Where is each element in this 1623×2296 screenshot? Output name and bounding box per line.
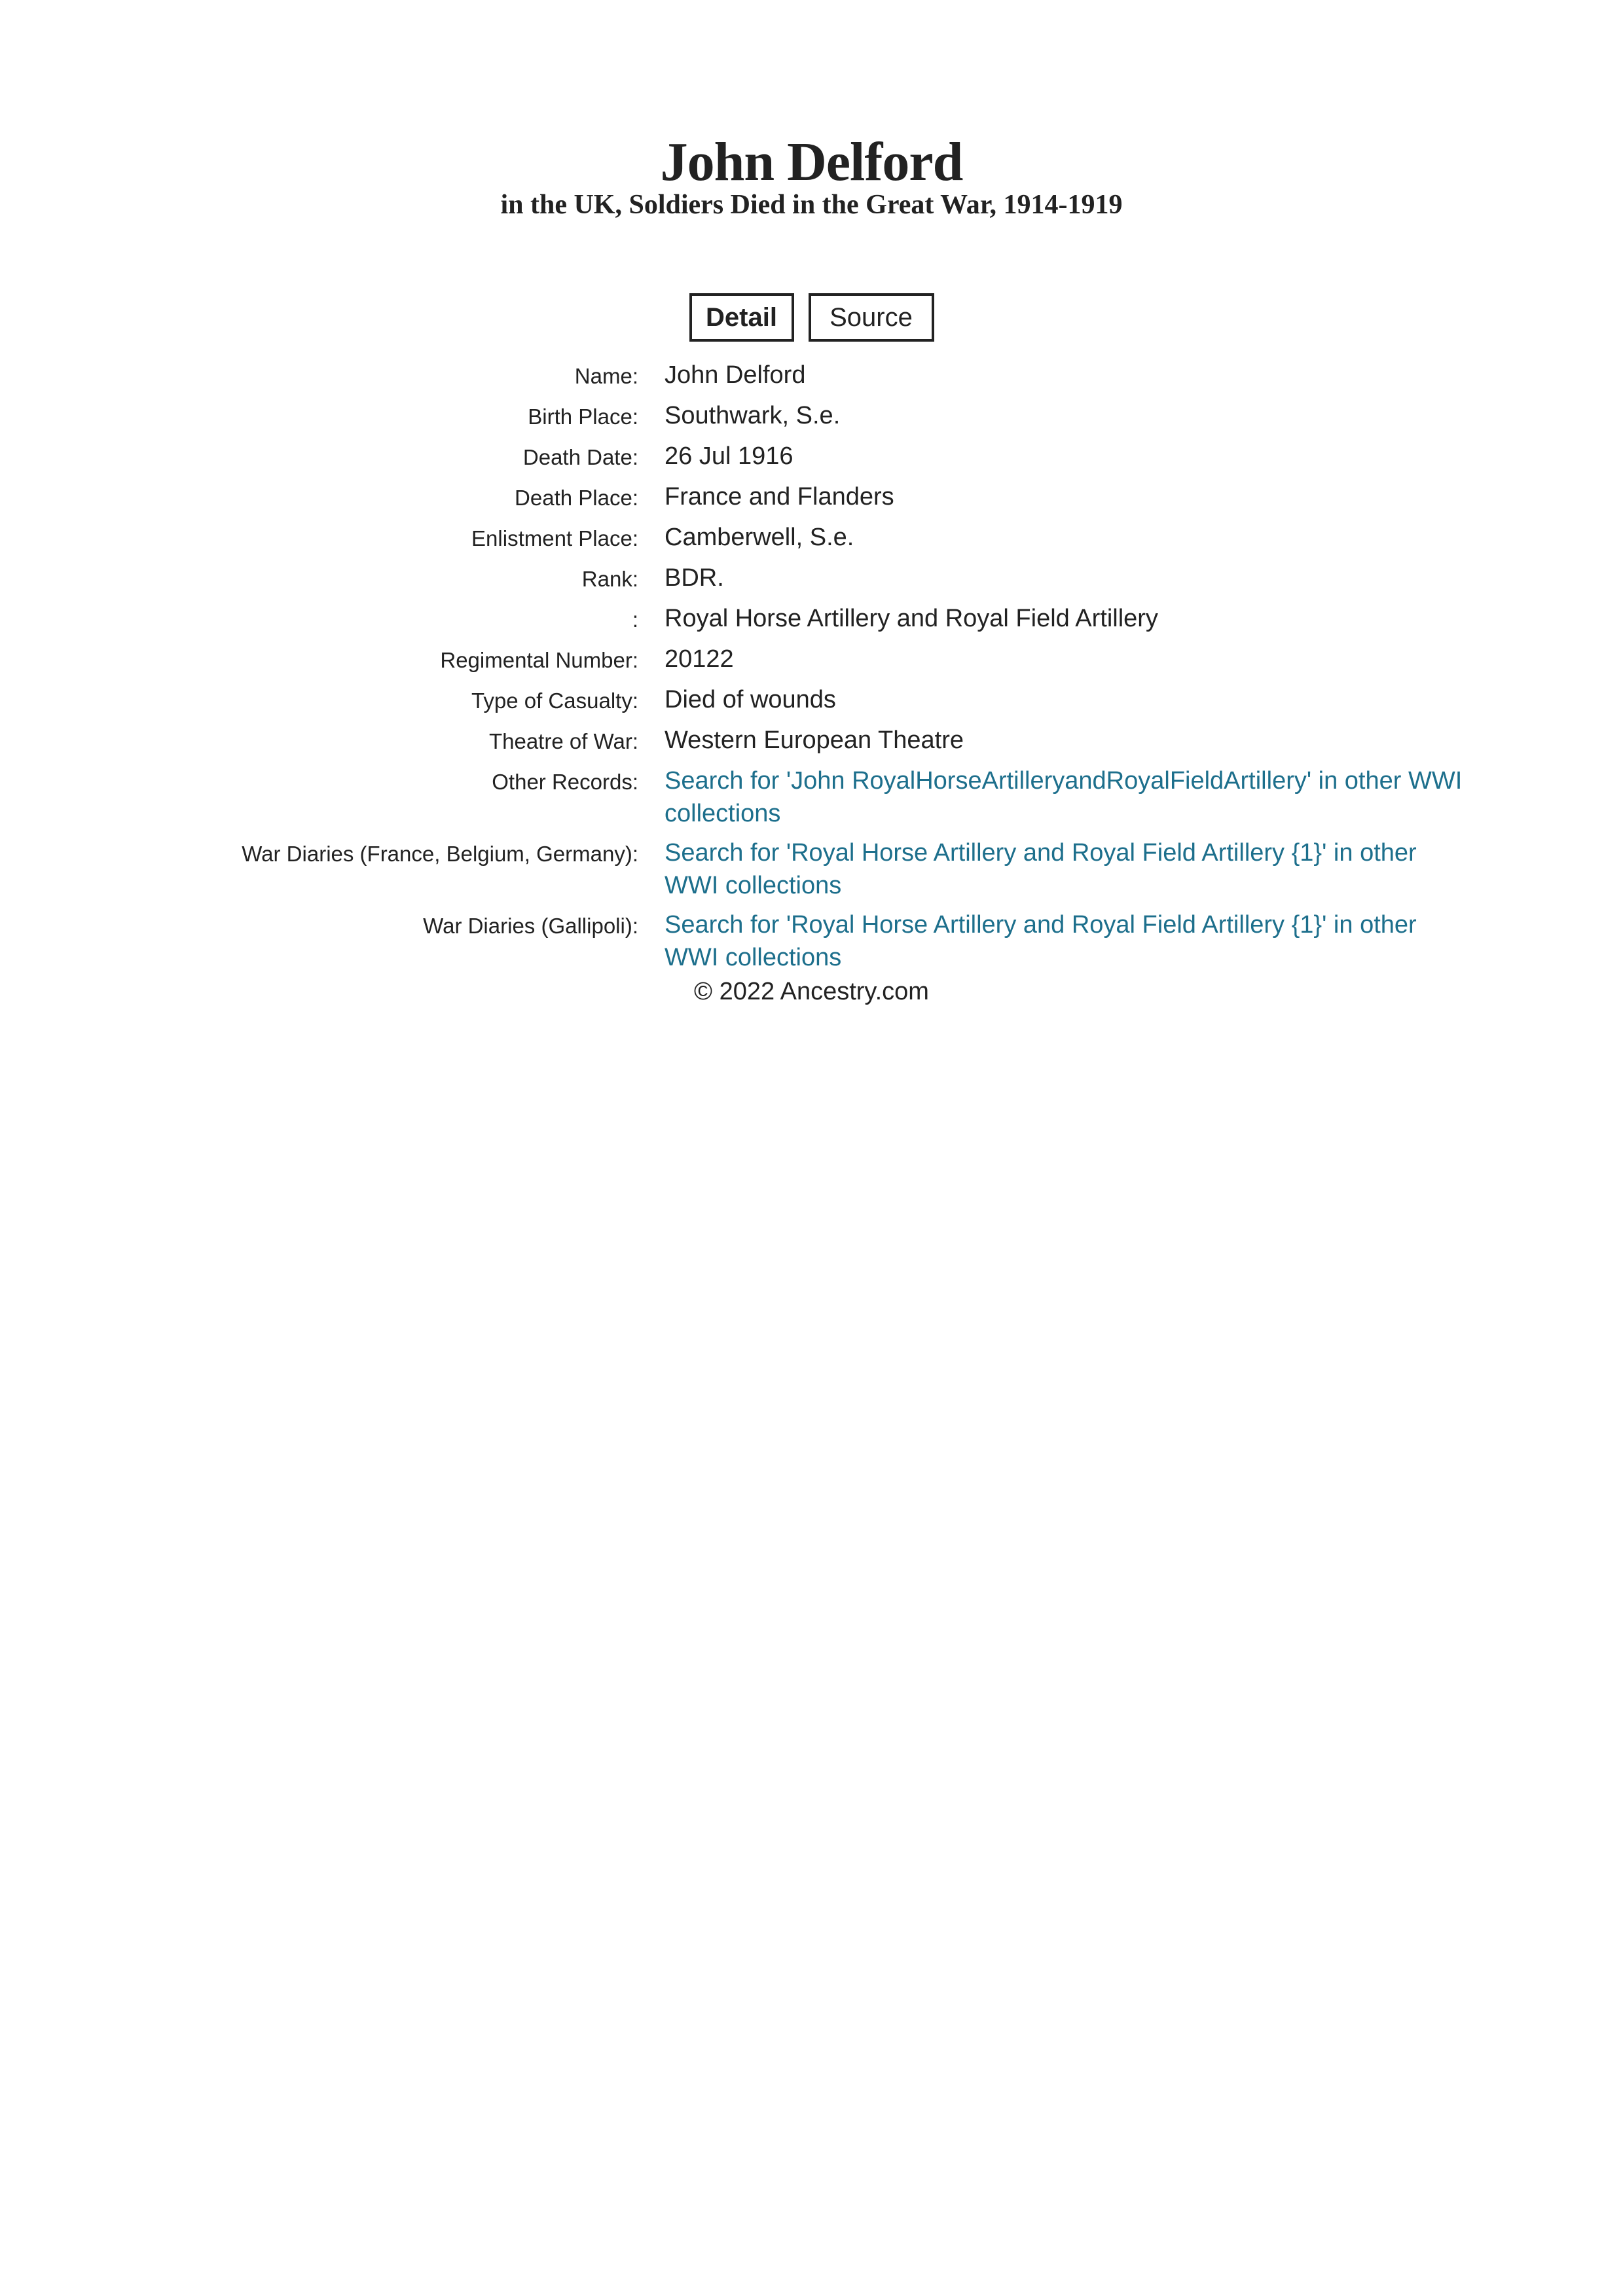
field-value: Southwark, S.e. <box>665 402 841 429</box>
field-value: Died of wounds <box>665 686 836 713</box>
record-row-name <box>0 359 1623 393</box>
field-value: 26 Jul 1916 <box>665 442 793 470</box>
record-row-other-records <box>0 764 1623 830</box>
field-value: Camberwell, S.e. <box>665 524 854 551</box>
field-value <box>665 764 1463 830</box>
field-label: Death Place: <box>515 486 638 510</box>
tab-source[interactable]: Source <box>809 293 934 342</box>
record-row-birth-place <box>0 399 1623 433</box>
field-label: Death Date: <box>522 445 638 469</box>
field-label: Birth Place: <box>528 404 638 429</box>
copyright-footer: © 2022 Ancestry.com <box>694 978 929 1005</box>
field-label: War Diaries (France, Belgium, Germany): <box>242 842 638 866</box>
tab-detail[interactable]: Detail <box>689 293 794 342</box>
field-label: Name: <box>574 364 638 388</box>
field-label: Rank: <box>581 567 638 591</box>
field-label: Theatre of War: <box>488 729 638 753</box>
other-records-search-link[interactable]: Search for 'John RoyalHorseArtilleryandRoyalFieldArtillery' in other WWI collections <box>665 767 1463 827</box>
field-label: : <box>632 607 638 632</box>
record-row-war-diaries-gallipoli <box>0 908 1623 974</box>
field-value <box>665 836 1463 902</box>
war-diaries-gallipoli-search-link[interactable]: Search for 'Royal Horse Artillery and Royal Field Artillery {1}' in other WWI collections <box>665 911 1417 971</box>
record-row-theatre-of-war <box>0 724 1623 758</box>
field-label: Type of Casualty: <box>471 689 638 713</box>
field-label: Other Records: <box>492 770 638 794</box>
field-label: Enlistment Place: <box>471 526 638 550</box>
record-row-death-place <box>0 480 1623 514</box>
field-value <box>665 908 1463 974</box>
collection-subtitle: in the UK, Soldiers Died in the Great War, 1914-1919 <box>500 190 1123 220</box>
record-row-type-of-casualty <box>0 683 1623 717</box>
record-row-rank <box>0 562 1623 596</box>
war-diaries-france-search-link[interactable]: Search for 'Royal Horse Artillery and Royal Field Artillery {1}' in other WWI collections <box>665 839 1417 899</box>
field-value: France and Flanders <box>665 483 894 511</box>
field-value: BDR. <box>665 564 724 592</box>
field-value: John Delford <box>665 361 806 389</box>
field-value: 20122 <box>665 645 734 673</box>
view-tabs <box>0 293 1623 342</box>
field-label: Regimental Number: <box>440 648 638 672</box>
field-value: Royal Horse Artillery and Royal Field Artillery <box>665 605 1158 632</box>
record-row-regiment <box>0 602 1623 636</box>
person-name-title: John Delford <box>660 132 963 192</box>
field-label: War Diaries (Gallipoli): <box>423 914 638 938</box>
record-details <box>0 359 1623 980</box>
record-row-death-date <box>0 440 1623 474</box>
record-row-regimental-number <box>0 643 1623 677</box>
record-row-war-diaries-france <box>0 836 1623 902</box>
record-row-enlistment-place <box>0 521 1623 555</box>
record-header <box>0 131 1623 221</box>
field-value: Western European Theatre <box>665 726 964 754</box>
